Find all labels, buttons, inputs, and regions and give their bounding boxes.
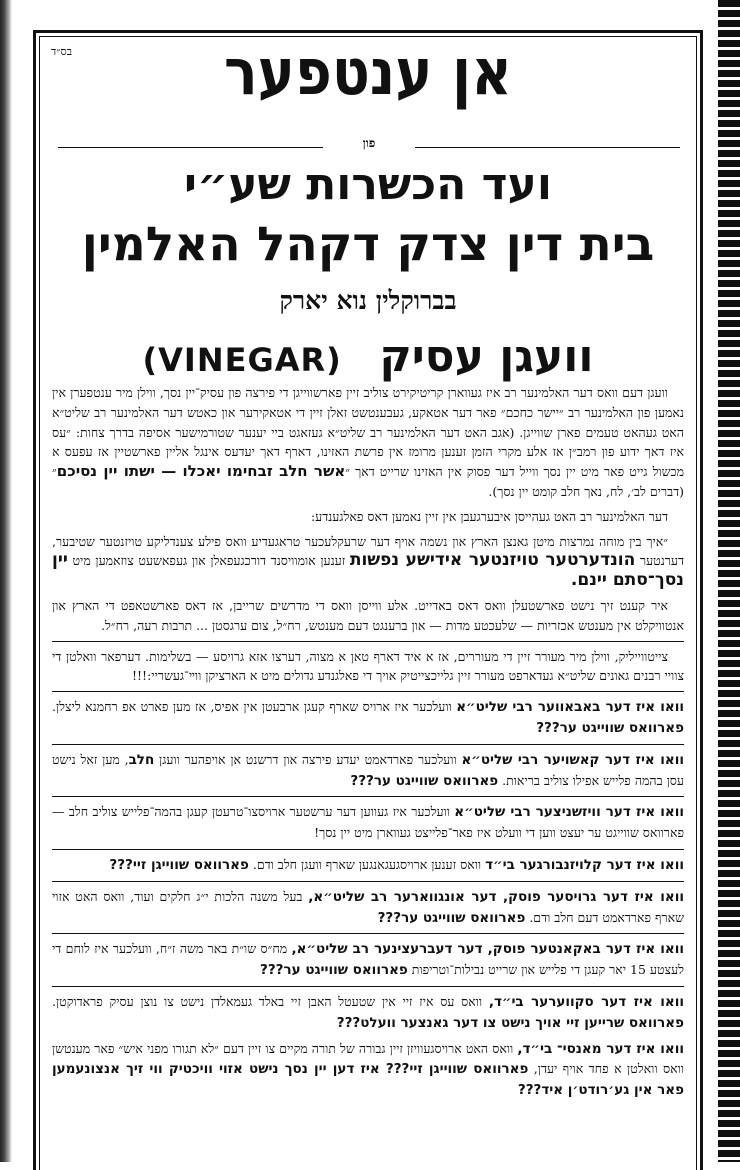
org-location: בברוקלין נוא יארק: [279, 286, 457, 315]
item-text: וועלכער איז ארויס שארף קעגן ארבעטן אין אפיס, אז מען פארט אפ רחמנא ליצלן.: [52, 699, 457, 715]
item-text: וועלכער פארדאמט יעדע פירצה און דרשנט אן אויפהער וועגן: [154, 751, 462, 767]
item-alert: פארוואס שווייגט ער???: [260, 962, 408, 979]
org-name-line1: ועד הכשרות שע״י: [184, 159, 552, 210]
item-divider: [52, 744, 684, 745]
item-divider: [52, 986, 684, 987]
item-head: וואו איז דער קלויזנבורגער בי״ד: [485, 856, 684, 873]
bsd-mark: בס״ד: [51, 45, 73, 58]
paragraph-protest: [52, 532, 684, 591]
verse-quote: אשר חלב זבחימו יאכלו — ישתו יין נסיכם: [56, 462, 346, 481]
notice-frame: [33, 30, 703, 1170]
item-alert: פארוואס שווייגט ער???: [350, 772, 499, 789]
item-text: , מען זאל נישט עסן בהמה פלייש אפילו צוליב בריאות.: [52, 751, 684, 788]
list-item: [52, 992, 684, 1034]
item-head: וואו איז דער וויזשניצער רבי שליט״א: [454, 804, 684, 821]
protest-bold-souls: הונדערטער טויזנטער אידישע נפשות: [349, 550, 636, 571]
item-alert: פארוואס שווייגט ער???: [536, 719, 684, 736]
item-head: וואו איז דער קאשויער רבי שליט״א: [461, 751, 684, 768]
subject-title-english: (VINEGAR): [142, 341, 342, 379]
item-divider: [52, 881, 684, 882]
item-alert: פארוואס שווייגן זיי??? איז דען יין נסך נישט אזוי וויכטיק ווי זיך אנצונעמען פאר אין גע׳רודט׳ן איד???: [52, 1061, 684, 1099]
item-divider: [52, 849, 684, 850]
paragraph-intro-text: וועגן דעם וואס דער האלמינער רב איז געווארן קריטיקירט צוליב זיין פארשווייגן די פירצה פון עסיק־יין נסך, ווילן מיר ענטפערן אין נאמען פון האלמינער רב ״יישר כחכם״ פאר דער אטאקע, געבענטשט זאלן זיין די אטאקירער און כאטש דער האלמינער רב שליט״א האט געהאט טעמים פארן שווייגן. (אגב האט דער האלמינער רב שליט״א געזאגט ביי יענער שטורמישער אסיפה בדרך צחות: ״עס איז דאך ידוע פון רמב״ן אז אלע מקרי הזמן זענען מרומז אין פרשת האזינו, דארף דאך יעדעס אינגל אליין פארשטיין אז עפעס א מכשול גייט פאר מיט יין נסך ווייל דער פסוק אין האזינו שרייט דאך ״: [52, 385, 684, 480]
list-item: [52, 1039, 684, 1101]
verse-source: ״ (דברים לב׳, לח, נאך חלב קומט יין נסך).: [52, 464, 684, 499]
item-alert: פארוואס שרייען זיי אויך נישט צו דער גאנצער וועלט???: [336, 1014, 684, 1031]
scan-edge-left: [0, 0, 12, 1162]
org-name-line2: בית דין צדק דקהל האלמין: [81, 217, 655, 272]
item-text: וואס האט ארויסגעוויזן זיין גבורה של תורה מקיים צו זיין דעם ״לא תגורו מפני איש״ פאר מענטשן וואס וואלטן א פחד אויף יעדן,: [52, 1040, 684, 1077]
item-head: וואו איז דער סקווערער בי״ד,: [488, 993, 684, 1010]
item-alert: פארוואס שווייגט ער???: [377, 909, 526, 926]
item-text: וואס עס איז זיי אין שטעטל האבן זיי באלד געמאלדן נישט צו נוצן עסיק פראדוקטן.: [52, 993, 489, 1009]
scan-edge-right: [718, 0, 740, 1162]
list-item: [52, 939, 684, 981]
protest-bold-wine: יין נסך־סתם יינם.: [52, 550, 684, 591]
list-item: [52, 802, 684, 844]
section-divider: [52, 641, 684, 642]
item-divider: [52, 796, 684, 797]
subject-title: [36, 331, 700, 382]
subject-title-hebrew: וועגן עסיק: [379, 331, 594, 382]
paragraph-call: צייטווייליק, ווילן מיר מעורר זיין די מעוררים, אז א איד דארף טאן א מצוה, דערצו אזא גרויסע — בשלימות. דערפאר וואלטן די צוויי רבנים גאונים שליט״א געדארפט מעורר זיין גלייכצייטיק אויך די פאלגנדע גדולים מיט א הארציקן ווײ־געשריי:!!!: [52, 648, 684, 684]
list-item: [52, 887, 684, 929]
list-item: [52, 750, 684, 792]
item-bold-term: חלב: [128, 751, 155, 768]
item-text: בעל משנה הלכות י״ג חלקים ועוד, וואס האט אזוי שארף פארדאמט דעם חלב ודם.: [52, 888, 684, 925]
from-label: פון: [362, 136, 376, 150]
item-head: וואו איז דער מאנסי־ בי״ד,: [517, 1040, 684, 1057]
item-text: מח״ס שו״ת באר משה ז״ח, וועלכער איז לוחם די לעצטע 15 יאר קעגן די פלייש און שרייט נבילות־וטריפות: [52, 941, 684, 978]
protest-mid-text: זענען אומוויסנד דורכגעפאלן און געפאשעט צוזאמען מיט: [67, 553, 350, 569]
item-divider: [52, 691, 684, 692]
headline: אן ענטפער: [223, 35, 513, 110]
paragraph-effects: איר קענט זיך נישט פארשטעלן וואס דאס באדייט. אלע ווייסן וואס די מדרשים שרייבן, אז דאס פארשטאפט די הארץ און אנטוויקלט אין מענטש אכזריות — שלעכטע מדות — און ברענגט דעם מענטש, רח״ל, צום ערגסטן ... תרבות רעה, רח״ל.: [52, 597, 684, 633]
list-item: [52, 697, 684, 739]
item-divider: [52, 933, 684, 934]
item-text: וואס זענען ארויסגעגאנגען שארף וועגן חלב ודם.: [248, 856, 486, 872]
item-head: וואו איז דער באבאווער רבי שליט״א: [456, 699, 684, 716]
item-text: וועלכער איז געווען דער ערשטער ארויסצו־טרעטן קעגן בהמה־פלייש צוליב חלב — פארוואס שווייגט ער יעצט ווען די וועלט איז פאר־פלייצט געווארן מיט יין נסך!: [52, 804, 684, 841]
from-divider: [58, 136, 680, 156]
item-alert: פארוואס שווייגן זיי???: [109, 856, 249, 873]
divider-line-right: [415, 147, 680, 148]
paragraph-statement-intro: דער האלמינער רב האט געהייסן איבערגעבן אין זיין נאמען דאס פאלגענדע:: [310, 508, 668, 524]
paragraph-intro: [52, 383, 684, 502]
list-item: [52, 855, 684, 876]
article-body: [52, 383, 684, 1170]
item-head: וואו איז דער באקאנטער פוסק, דער דעברעצינער רב שליט״א,: [291, 941, 684, 958]
item-head: וואו איז דער גרויסער פוסק, דער אונגווארער רב שליט״א,: [308, 888, 684, 905]
protest-text: ״איך בין מוחה נמרצות מיטן גאנצן הארץ און נשמה אויף דער שרעקלעכער טראגעדיע וואס פילע צענדליקע טויזנטער שטיבער, דערנטער: [52, 533, 684, 569]
